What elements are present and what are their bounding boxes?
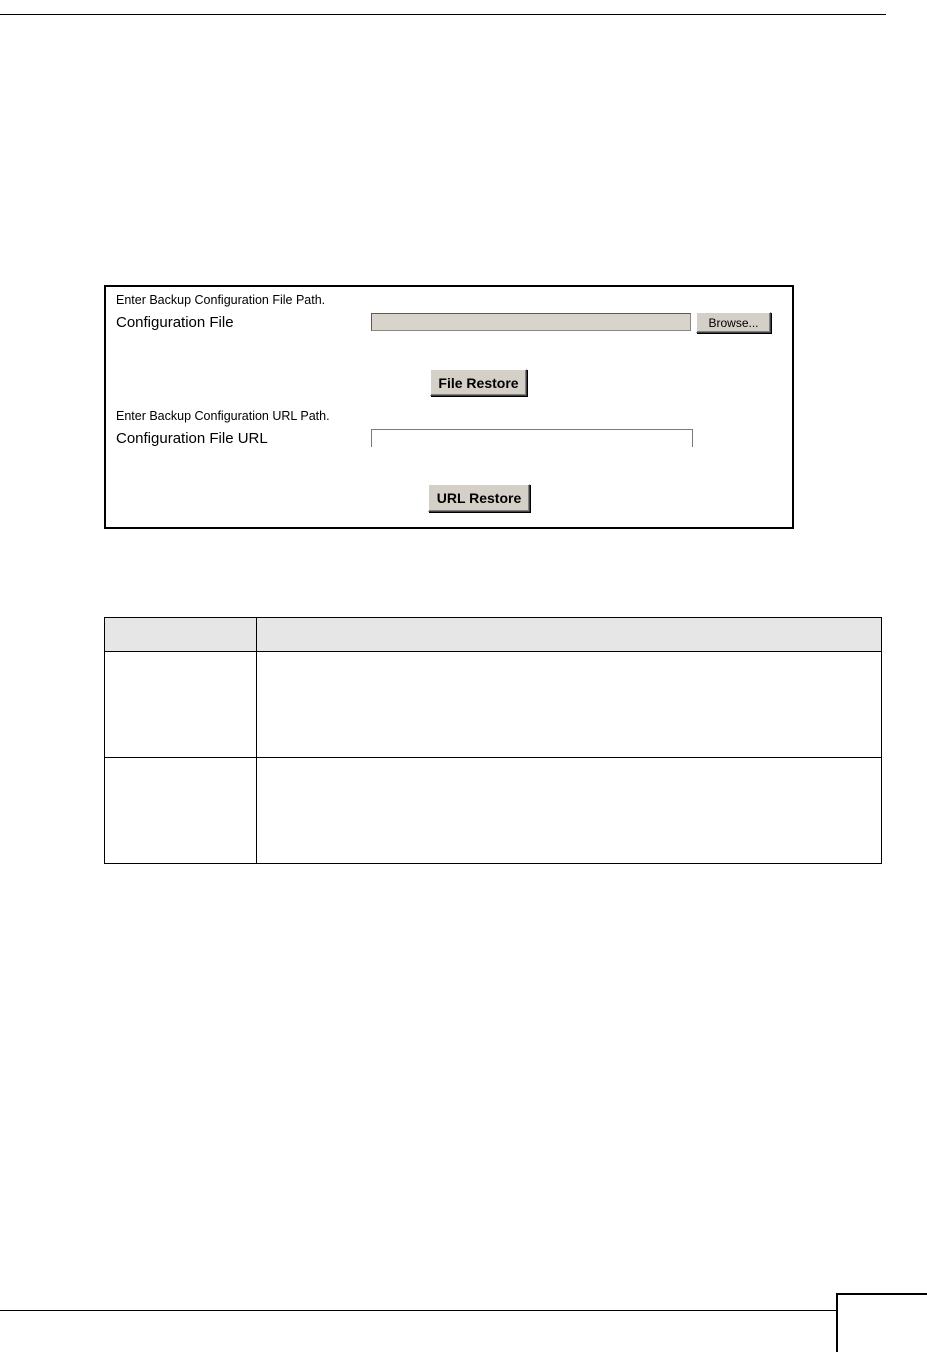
- table-row: [105, 652, 882, 758]
- url-restore-button[interactable]: URL Restore: [428, 484, 530, 512]
- configuration-file-label: Configuration File: [116, 314, 234, 331]
- page-number-box: [836, 1293, 927, 1352]
- field-description-table: [104, 617, 882, 864]
- table-header-cell-description: [257, 618, 882, 652]
- table-header-row: [105, 618, 882, 652]
- url-path-hint: Enter Backup Configuration URL Path.: [116, 409, 330, 423]
- table-cell-description: [257, 758, 882, 864]
- configuration-file-url-input[interactable]: [371, 429, 693, 447]
- header-rule: [0, 14, 886, 15]
- table-row: [105, 758, 882, 864]
- table-cell-label: [105, 758, 257, 864]
- table-cell-description: [257, 652, 882, 758]
- file-path-hint: Enter Backup Configuration File Path.: [116, 293, 326, 307]
- configuration-file-url-label: Configuration File URL: [116, 430, 268, 447]
- file-restore-button[interactable]: File Restore: [430, 369, 527, 396]
- configuration-file-input[interactable]: [371, 313, 691, 331]
- footer-rule: [0, 1310, 836, 1311]
- browse-button[interactable]: Browse...: [696, 312, 771, 333]
- table-cell-label: [105, 652, 257, 758]
- restore-configuration-panel: [104, 285, 794, 529]
- table-header-cell-label: [105, 618, 257, 652]
